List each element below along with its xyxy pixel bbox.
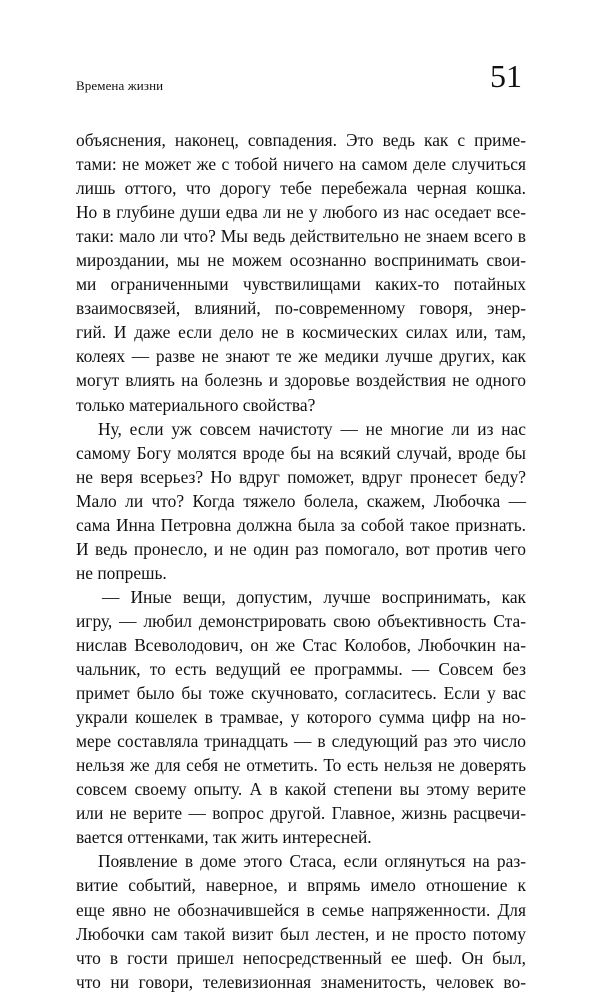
text-line: гий. И даже если дело не в космических силах или, там, [76, 322, 526, 343]
text-line: игру, — любил демонстрировать свою объективность Ста- [76, 610, 526, 631]
text-line: примет было бы тоже скучновато, согласитесь. Если у вас [76, 683, 526, 704]
text-line: И ведь пронесло, и не один раз помогало, вот против чего [76, 538, 526, 559]
text-line: Появление в доме этого Стаса, если оглянуться на раз- [98, 851, 526, 872]
text-line: самому Богу молятся вроде бы на всякий случай, вроде бы [76, 442, 526, 463]
text-line: колеях — разве не знают те же медики лучше других, как [76, 346, 526, 367]
text-line: Но в глубине души едва ли не у любого из нас оседает все- [76, 202, 526, 223]
text-line: витие событий, наверное, и впрямь имело отношение к [76, 875, 526, 896]
text-line: мере составляла тринадцать — в следующий раз это число [76, 731, 526, 752]
text-line: лишь оттого, что дорогу тебе перебежала черная кошка. [76, 178, 526, 199]
text-line: тами: не может же с тобой ничего на самом деле случиться [76, 154, 526, 175]
text-line: украли кошелек в трамвае, у которого сумма цифр на но- [76, 707, 526, 728]
text-line: не попрешь. [76, 562, 167, 583]
running-head: Времена жизни [76, 78, 164, 93]
text-line: Мало ли что? Когда тяжело болела, скажем, Любочка — [76, 490, 526, 511]
text-line: взаимосвязей, влияний, по-современному говоря, энер- [76, 298, 526, 319]
text-line: ми ограниченными чувствилищами каких-то потайных [76, 274, 526, 295]
text-line: мироздании, мы не можем осознанно воспринимать свои- [76, 250, 526, 271]
text-line: еще явно не обозначившейся в семье напряженности. Для [76, 899, 526, 920]
text-line: только материального свойства? [76, 394, 316, 415]
text-line: что в гости пришел непосредственный ее шеф. Он был, [76, 947, 526, 968]
text-line: чальник, то есть ведущий ее программы. — Совсем без [76, 659, 526, 680]
text-line: что ни говори, телевизионная знаменитость, человек во- [76, 971, 526, 992]
text-line: Ну, если уж совсем начистоту — не многие ли из нас [98, 418, 526, 439]
text-line: нислав Всеволодович, он же Стас Колобов, Любочкин на- [76, 634, 526, 655]
text-line: сама Инна Петровна должна была за собой такое признать. [76, 514, 526, 535]
text-line: объяснения, наконец, совпадения. Это ведь как с приме- [76, 130, 526, 150]
body-text [76, 128, 526, 994]
text-line: таки: мало ли что? Мы ведь действительно не знаем всего в [76, 226, 526, 247]
text-line: не веря всерьез? Но вдруг поможет, вдруг пронесет беду? [76, 466, 526, 487]
page-number: 51 [490, 58, 522, 94]
text-line: нельзя же для себя не отметить. То есть нельзя не доверять [76, 755, 526, 776]
text-line: — Иные вещи, допустим, лучше воспринимать, как [102, 586, 526, 607]
text-line: Любочки сам такой визит был лестен, и не просто потому [76, 923, 526, 944]
text-line: или не верите — вопрос другой. Главное, жизнь расцвечи- [76, 803, 526, 824]
text-line: могут влиять на болезнь и здоровье воздействия не одного [76, 370, 526, 391]
text-line: вается оттенками, так жить интересней. [76, 827, 372, 848]
text-line: совсем своему опыту. А в какой степени вы этому верите [76, 779, 526, 800]
